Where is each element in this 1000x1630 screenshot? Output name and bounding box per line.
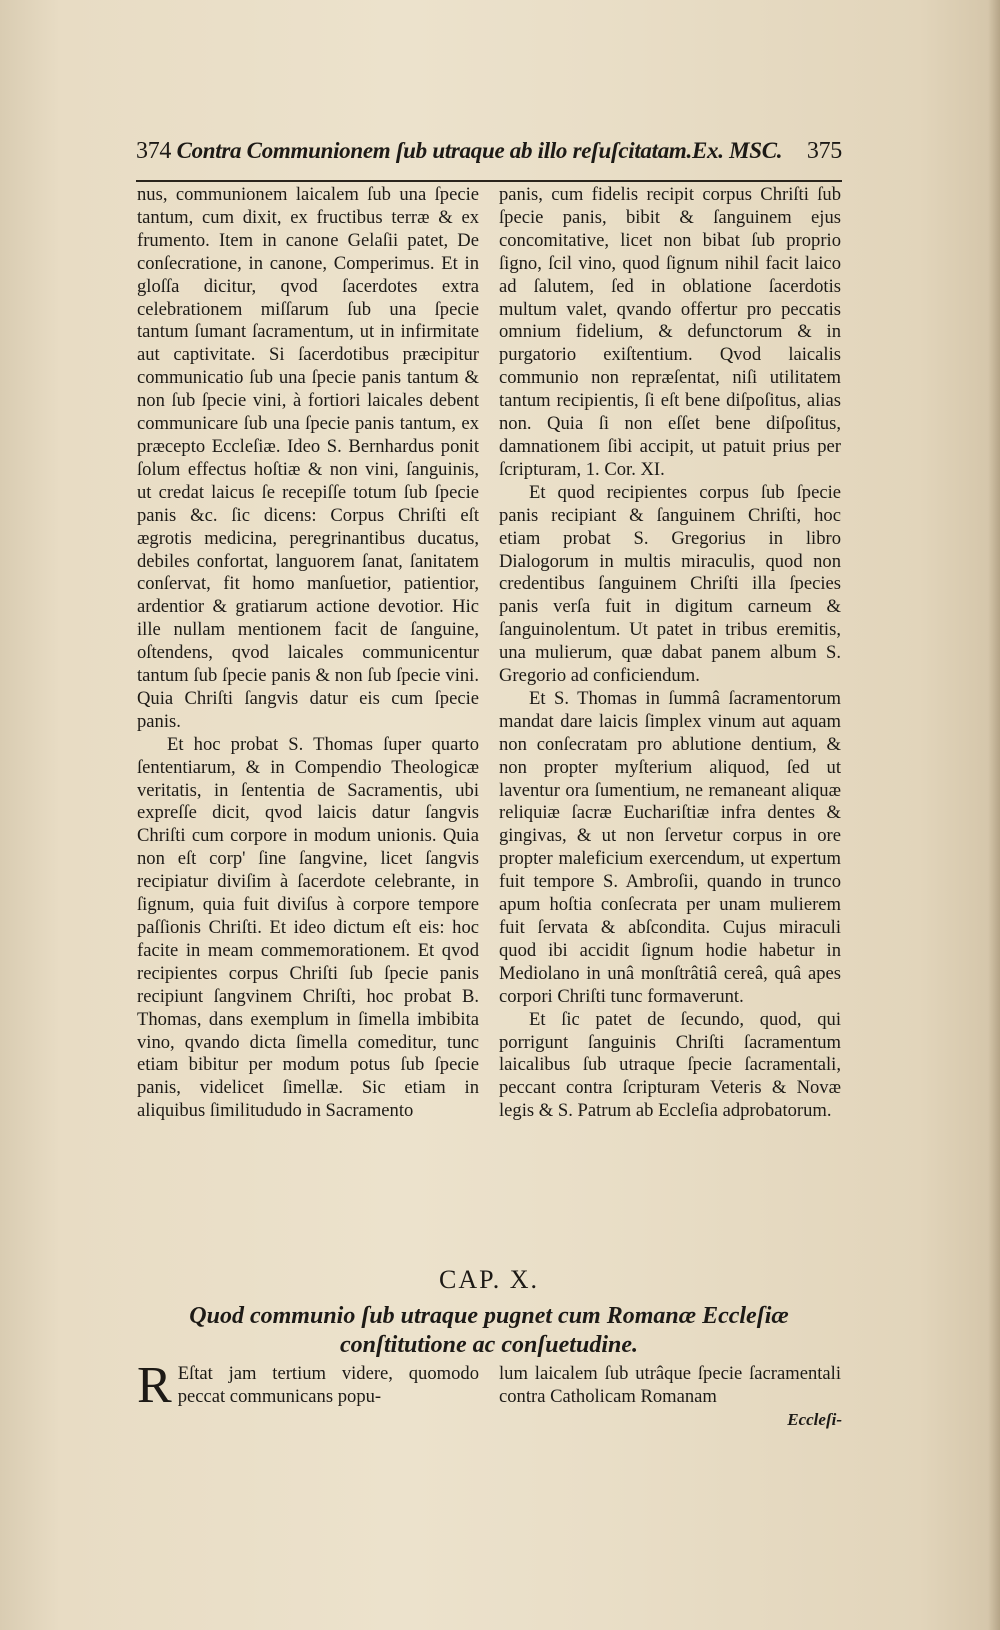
paragraph: Et S. Thomas in ſummâ ſacramentorum mandat dare laicis ſimplex vinum aut aquam non conſecratam pro ablutione dentium, & non propter myſterium aliquod, ſed ut laventur ora ſumentium, ne remaneant aliquæ reliquiæ ſacræ Euchariſtiæ infra dentes & gingivas, & ut non ſervetur corpus in ore propter maleficium exercendum, ut expertum fuit tempore S. Ambroſii, quando in trunco apum hoſtia conſecrata per unam mulierem fuit ſervata & abſcondita. Cujus miraculi quod ibi accidit ſignum hodie habetur in Mediolano in unâ monſtrâtiâ cereâ, quâ apes corpori Chriſti tunc formaverunt. (499, 687, 841, 1007)
chapter-text: Eſtat jam tertium videre, quomodo peccat communicans popu- (177, 1363, 479, 1407)
right-column (499, 184, 841, 1123)
drop-cap: R (137, 1357, 172, 1414)
chapter-title-line: conſtitutione ac conſuetudine. (339, 1332, 638, 1358)
left-column (137, 184, 479, 1123)
paragraph: nus, communionem laicalem ſub una ſpecie tantum, cum dixit, ex fructibus terræ & ex frumento. Item in canone Gelaſii patet, De conſecratione, in canone, Comperimus. Et in gloſſa dicitur, qvod ſacerdotes extra celebrationem miſſarum ſub una ſpecie tantum ſumant ſacramentum, ut in infirmitate aut captivitate. Si ſacerdotibus præcipitur communicatio ſub una ſpecie panis tantum & non ſub ſpecie vini, à fortiori laicales debent communicare ſub una ſpecie panis tantum, ex præcepto Eccleſiæ. Ideo S. Bernhardus ponit ſolum effectus hoſtiæ & non vini, ſanguinis, ut credat laicus ſe recepiſſe totum ſub ſpecie panis &c. ſic dicens: Corpus Chriſti eſt ægrotis medicina, peregrinantibus ducatus, debiles confortat, languorem ſanat, ſanitatem conſervat, fit homo manſuetior, patientior, ardentior & gratiarum actione devotior. Hic ille nullam mentionem facit de ſanguine, oſtendens, qvod laicales communicentur tantum ſub ſpecie panis & non ſub ſpecie vini. Quia Chriſti ſangvis datur eis cum ſpecie panis. (137, 184, 479, 732)
chapter-number: CAP. X. (439, 1265, 539, 1294)
right-page-number: 375 (806, 138, 842, 164)
chapter-text-right (499, 1362, 841, 1408)
chapter-text: lum laicalem ſub utrâque ſpecie ſacramentali contra Catholicam Romanam (499, 1363, 841, 1407)
running-head (136, 136, 842, 174)
catchword: Eccleſi- (787, 1410, 842, 1429)
chapter-title-line: Quod communio ſub utraque pugnet cum Romanæ Eccleſiæ (189, 1303, 789, 1329)
running-head-title: Contra Communionem ſub utraque ab illo reſuſcitatam.Ex. MSC. (176, 138, 783, 163)
header-rule (136, 180, 842, 182)
paragraph: Et ſic patet de ſecundo, quod, qui porrigunt ſanguinis Chriſti ſacramentum laicalibus ſub utraque ſpecie ſacramentali, peccant contra ſcripturam Veteris & Novæ legis & S. Patrum ab Eccleſia adprobatorum. (499, 1008, 841, 1122)
paragraph: Et quod recipientes corpus ſub ſpecie panis recipiant & ſanguinem Chriſti, hoc etiam probat S. Gregorius in libro Dialogorum in multis miraculis, quod non credentibus ſanguinem Chriſti illa ſpecies panis verſa fuit in digitum carneum & ſanguinolentum. Ut patet in tribus eremitis, una mulierum, quæ dabat panem album S. Gregorio ad conficiendum. (499, 481, 841, 687)
left-page-number: 374 (136, 138, 172, 164)
chapter-text-left (137, 1357, 479, 1414)
paragraph: panis, cum fidelis recipit corpus Chriſti ſub ſpecie panis, bibit & ſanguinem ejus concomitative, licet non bibat ſub proprio ſigno, ſcil vino, quod ſignum nihil facit laico ad ſalutem, ſed in oblatione ſacerdotis multum valet, qvando offertur pro peccatis omnium fidelium, & defunctorum & in purgatorio exiſtentium. Qvod laicalis communio non repræſentat, niſi utilitatem tantum recipientis, ſi eſt bene diſpoſitus, alias non. Quia ſi non eſſet bene diſpoſitus, damnationem ſibi accipit, ut patuit prius per ſcripturam, 1. Cor. XI. (499, 184, 841, 480)
chapter-title (136, 1302, 842, 1360)
paragraph: Et hoc probat S. Thomas ſuper quarto ſententiarum, & in Compendio Theologicæ veritatis, in ſententia de Sacramentis, ubi expreſſe dicit, qvod laicis datur ſangvis Chriſti cum corpore in modum unionis. Quia non eſt corp' ſine ſangvine, licet ſangvis recipiatur diviſim à ſacerdote celebrante, in ſignum, quia fuit diviſus à corpore tempore paſſionis Chriſti. Et ideo dictum eſt eis: hoc facite in meam commemorationem. Et qvod recipientes corpus Chriſti ſub ſpecie panis recipiunt ſangvinem Chriſti, hoc probat B. Thomas, dans exemplum in ſimella imbibita vino, qvando dicta ſimella comeditur, tunc etiam bibitur per modum potus ſub ſpecie panis, videlicet ſimellæ. Sic etiam in aliquibus ſimilitududo in Sacramento (137, 733, 479, 1122)
